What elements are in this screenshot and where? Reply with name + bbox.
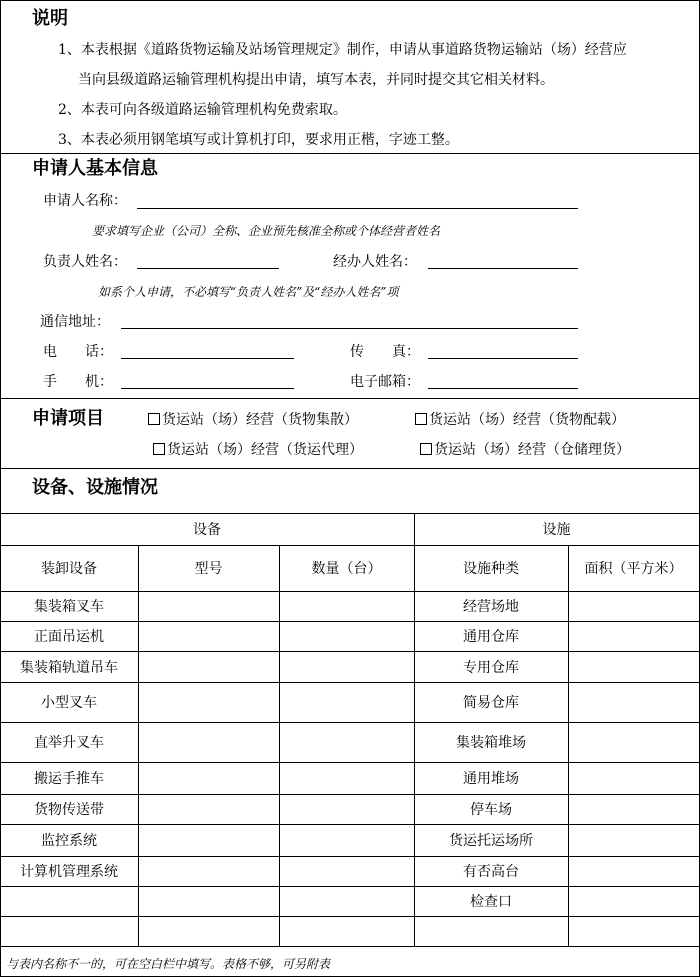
instruction-item-1-cont: 当向县级道路运输管理机构提出申请，填写本表，并同时提交其它相关材料。 [78, 72, 554, 88]
equipment-name-cell: 小型叉车 [41, 695, 97, 711]
option-label: 货运站（场）经营（仓储理货） [434, 442, 630, 458]
email-label: 电子邮箱： [350, 374, 420, 390]
area-input-cell[interactable] [568, 651, 699, 682]
equipment-name-cell: 搬运手推车 [34, 771, 104, 787]
instruction-item-3: 3、本表必须用钢笔填写或计算机打印，要求用正楷，字迹工整。 [58, 132, 459, 148]
column-header: 数量（台） [311, 561, 382, 577]
facility-group-header: 设施 [542, 522, 571, 538]
option-label: 货运站（场）经营（货运代理） [167, 442, 363, 458]
person-in-charge-label: 负责人姓名： [43, 254, 127, 270]
divider [0, 468, 700, 469]
equipment-name-cell: 正面吊运机 [34, 629, 104, 645]
applicant-title: 申请人基本信息 [32, 158, 158, 179]
model-input-cell[interactable] [138, 916, 279, 946]
divider [0, 398, 700, 399]
checkbox-icon[interactable] [420, 443, 432, 455]
quantity-input-cell[interactable] [279, 591, 414, 621]
quantity-input-cell[interactable] [279, 682, 414, 722]
equipment-name-cell: 集装箱叉车 [34, 599, 104, 615]
quantity-input-cell[interactable] [279, 762, 414, 794]
column-header: 装卸设备 [41, 561, 97, 577]
area-input-cell[interactable] [568, 722, 699, 762]
model-input-cell[interactable] [138, 651, 279, 682]
person-in-charge-field[interactable] [137, 268, 279, 269]
mobile-label: 手 机： [43, 374, 113, 390]
area-input-cell[interactable] [568, 682, 699, 722]
model-input-cell[interactable] [138, 722, 279, 762]
facility-type-cell: 货运托运场所 [449, 833, 533, 849]
option-label: 货运站（场）经营（货物集散） [162, 412, 358, 428]
area-input-cell[interactable] [568, 591, 699, 621]
address-label: 通信地址： [40, 314, 110, 330]
quantity-input-cell[interactable] [279, 824, 414, 856]
mobile-field[interactable] [121, 388, 294, 389]
column-header: 设施种类 [463, 561, 519, 577]
facilities-title: 设备、设施情况 [32, 477, 158, 498]
checkbox-icon[interactable] [153, 443, 165, 455]
option-cargo-stowage[interactable] [415, 411, 625, 429]
area-input-cell[interactable] [568, 794, 699, 824]
border-top [0, 0, 700, 1]
address-field[interactable] [121, 328, 578, 329]
model-input-cell[interactable] [138, 591, 279, 621]
model-input-cell[interactable] [138, 856, 279, 886]
area-input-cell[interactable] [568, 916, 699, 946]
divider [0, 153, 700, 154]
fax-label: 传 真： [350, 344, 420, 360]
area-input-cell[interactable] [568, 856, 699, 886]
facility-type-cell [414, 916, 568, 946]
phone-field[interactable] [121, 358, 294, 359]
quantity-input-cell[interactable] [279, 794, 414, 824]
option-warehousing[interactable] [420, 441, 630, 459]
model-input-cell[interactable] [138, 621, 279, 651]
model-input-cell[interactable] [138, 886, 279, 916]
agent-name-label: 经办人姓名： [333, 254, 417, 270]
agent-name-field[interactable] [428, 268, 578, 269]
facility-type-cell: 经营场地 [463, 599, 519, 615]
equipment-name-cell [0, 916, 138, 946]
area-input-cell[interactable] [568, 762, 699, 794]
quantity-input-cell[interactable] [279, 856, 414, 886]
quantity-input-cell[interactable] [279, 886, 414, 916]
equipment-name-cell: 货物传送带 [34, 802, 104, 818]
applicant-name-hint: 要求填写企业（公司）全称、企业预先核准全称或个体经营者姓名 [92, 224, 441, 238]
email-field[interactable] [428, 388, 578, 389]
checkbox-icon[interactable] [148, 413, 160, 425]
fax-field[interactable] [428, 358, 578, 359]
table-footnote: 与表内名称不一的，可在空白栏中填写。表格不够，可另附表 [6, 957, 331, 971]
quantity-input-cell[interactable] [279, 621, 414, 651]
model-input-cell[interactable] [138, 762, 279, 794]
instructions-title: 说明 [32, 8, 68, 29]
column-header: 型号 [194, 561, 223, 577]
option-cargo-distribution[interactable] [148, 411, 358, 429]
quantity-input-cell[interactable] [279, 651, 414, 682]
area-input-cell[interactable] [568, 824, 699, 856]
phone-label: 电 话： [43, 344, 113, 360]
column-header: 面积（平方米） [584, 561, 683, 577]
facility-type-cell: 专用仓库 [463, 659, 519, 676]
facility-type-cell: 通用堆场 [463, 771, 519, 787]
facility-type-cell: 检查口 [470, 894, 512, 910]
facility-type-cell: 通用仓库 [463, 629, 519, 645]
equipment-name-cell [0, 886, 138, 916]
model-input-cell[interactable] [138, 824, 279, 856]
area-input-cell[interactable] [568, 621, 699, 651]
equipment-group-header: 设备 [193, 522, 221, 538]
instruction-item-2: 2、本表可向各级道路运输管理机构免费索取。 [58, 102, 347, 118]
option-label: 货运站（场）经营（货物配载） [429, 412, 625, 428]
quantity-input-cell[interactable] [279, 916, 414, 946]
checkbox-icon[interactable] [415, 413, 427, 425]
applicant-name-label: 申请人名称： [43, 193, 127, 209]
equipment-name-cell: 监控系统 [41, 833, 97, 849]
facility-type-cell: 停车场 [470, 802, 512, 818]
equipment-name-cell: 计算机管理系统 [20, 864, 118, 880]
area-input-cell[interactable] [568, 886, 699, 916]
quantity-input-cell[interactable] [279, 722, 414, 762]
equipment-name-cell: 直举升叉车 [34, 735, 104, 751]
facility-type-cell: 集装箱堆场 [456, 735, 526, 751]
instruction-item-1: 1、本表根据《道路货物运输及站场管理规定》制作，申请从事道路货物运输站（场）经营应 [58, 42, 627, 58]
person-hint: 如系个人申请，不必填写“负责人姓名”及“经办人姓名”项 [98, 285, 399, 299]
facility-type-cell: 简易仓库 [463, 695, 519, 711]
application-title: 申请项目 [32, 408, 104, 429]
model-input-cell[interactable] [138, 794, 279, 824]
table-rule [0, 946, 700, 947]
applicant-name-field[interactable] [137, 208, 578, 209]
equipment-name-cell: 集装箱轨道吊车 [20, 659, 118, 676]
facility-type-cell: 有否高台 [463, 864, 519, 880]
option-freight-agency[interactable] [153, 441, 363, 459]
model-input-cell[interactable] [138, 682, 279, 722]
